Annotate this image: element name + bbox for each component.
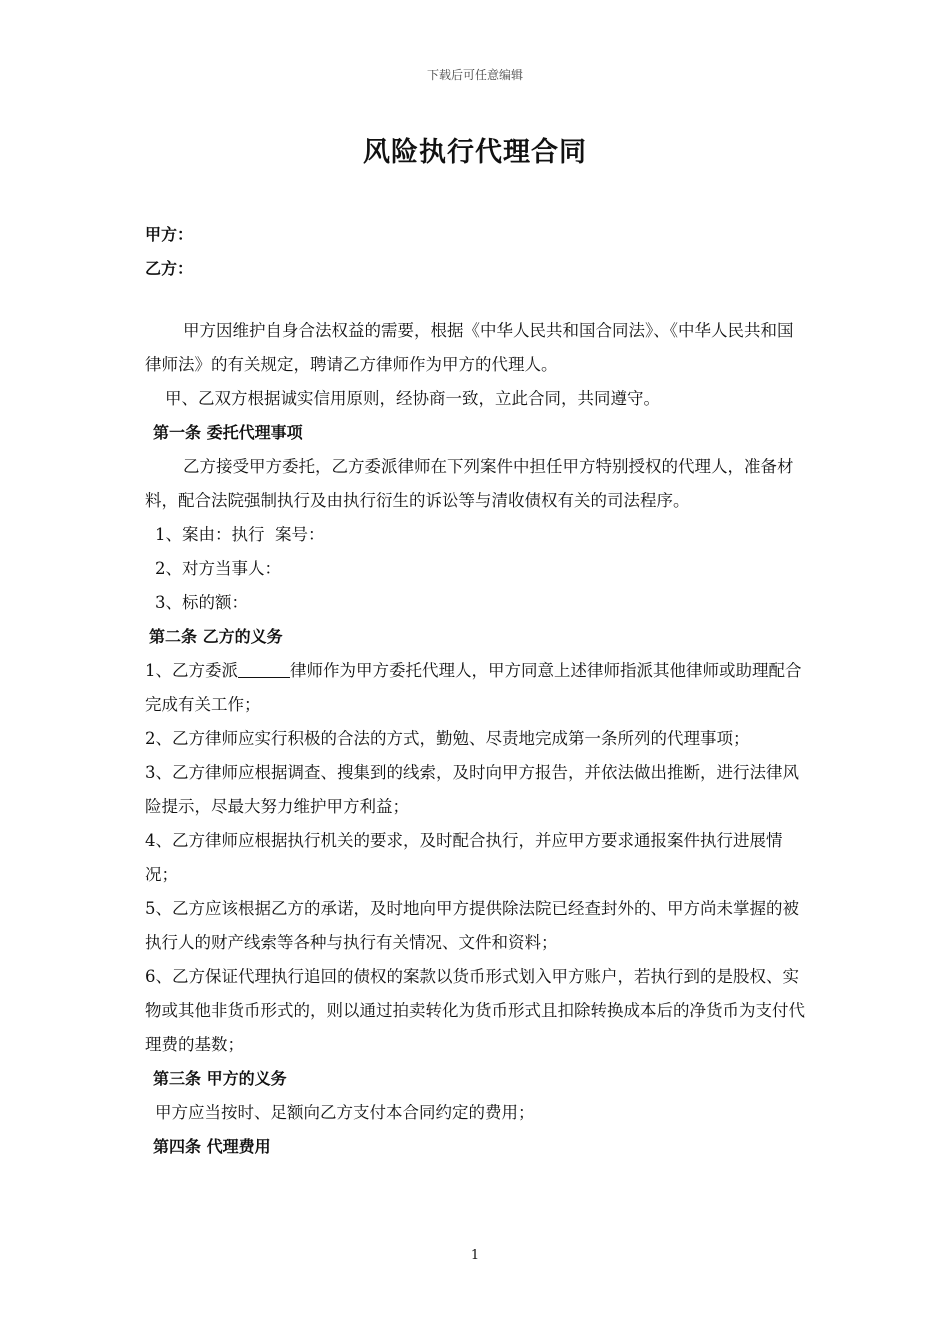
lawyer-name-blank[interactable] (238, 659, 290, 678)
article-1-item-case: 1、案由：执行 案号： (155, 525, 325, 544)
article-1-item-amount: 3、标的额： (155, 593, 248, 612)
contract-body (145, 314, 807, 1164)
intro-agreement: 甲、乙双方根据诚实信用原则，经协商一致，立此合同，共同遵守。 (165, 389, 660, 408)
article-1-heading: 第一条 委托代理事项 (153, 423, 303, 442)
header-note: 下载后可任意编辑 (426, 68, 523, 82)
article-2-item-1-before: 1、乙方委派 (145, 661, 238, 680)
intro-paragraph: 甲方因维护自身合法权益的需要，根据《中华人民共和国合同法》、《中华人民共和国律师法》的有关规定，聘请乙方律师作为甲方的代理人。 (145, 321, 794, 374)
article-2-item-5: 5、乙方应该根据乙方的承诺，及时地向甲方提供除法院已经查封外的、甲方尚未掌握的被执行人的财产线索等各种与执行有关情况、文件和资料； (145, 899, 799, 952)
party-a-label: 甲方： (145, 225, 194, 244)
article-2-item-6: 6、乙方保证代理执行追回的债权的案款以货币形式划入甲方账户，若执行到的是股权、实物或其他非货币形式的，则以通过拍卖转化为货币形式且扣除转换成本后的净货币为支付代理费的基数； (145, 967, 805, 1054)
article-1-text: 乙方接受甲方委托，乙方委派律师在下列案件中担任甲方特别授权的代理人，准备材料，配合法院强制执行及由执行衍生的诉讼等与清收债权有关的司法程序。 (145, 457, 794, 510)
article-3-heading: 第三条 甲方的义务 (153, 1069, 287, 1088)
article-1-item-party: 2、对方当事人： (155, 559, 281, 578)
article-2-item-4: 4、乙方律师应根据执行机关的要求，及时配合执行，并应甲方要求通报案件执行进展情况； (145, 831, 783, 884)
article-2-item-1 (145, 654, 807, 722)
article-3-text: 甲方应当按时、足额向乙方支付本合同约定的费用； (155, 1103, 535, 1122)
article-2-item-3: 3、乙方律师应根据调查、搜集到的线索，及时向甲方报告，并依法做出推断，进行法律风险提示，尽最大努力维护甲方利益； (145, 763, 799, 816)
article-2-item-2: 2、乙方律师应实行积极的合法的方式，勤勉、尽责地完成第一条所列的代理事项； (145, 729, 750, 748)
article-4-heading: 第四条 代理费用 (153, 1137, 271, 1156)
article-2-heading: 第二条 乙方的义务 (149, 627, 283, 646)
article-2-item-1-after: 律师作为甲方委托代理人，甲方同意上述律师指派其他律师或助理配合完成有关工作； (145, 661, 802, 714)
page-number: 1 (470, 1248, 480, 1263)
party-b-label: 乙方： (145, 259, 194, 278)
document-title: 风险执行代理合同 (363, 137, 587, 168)
